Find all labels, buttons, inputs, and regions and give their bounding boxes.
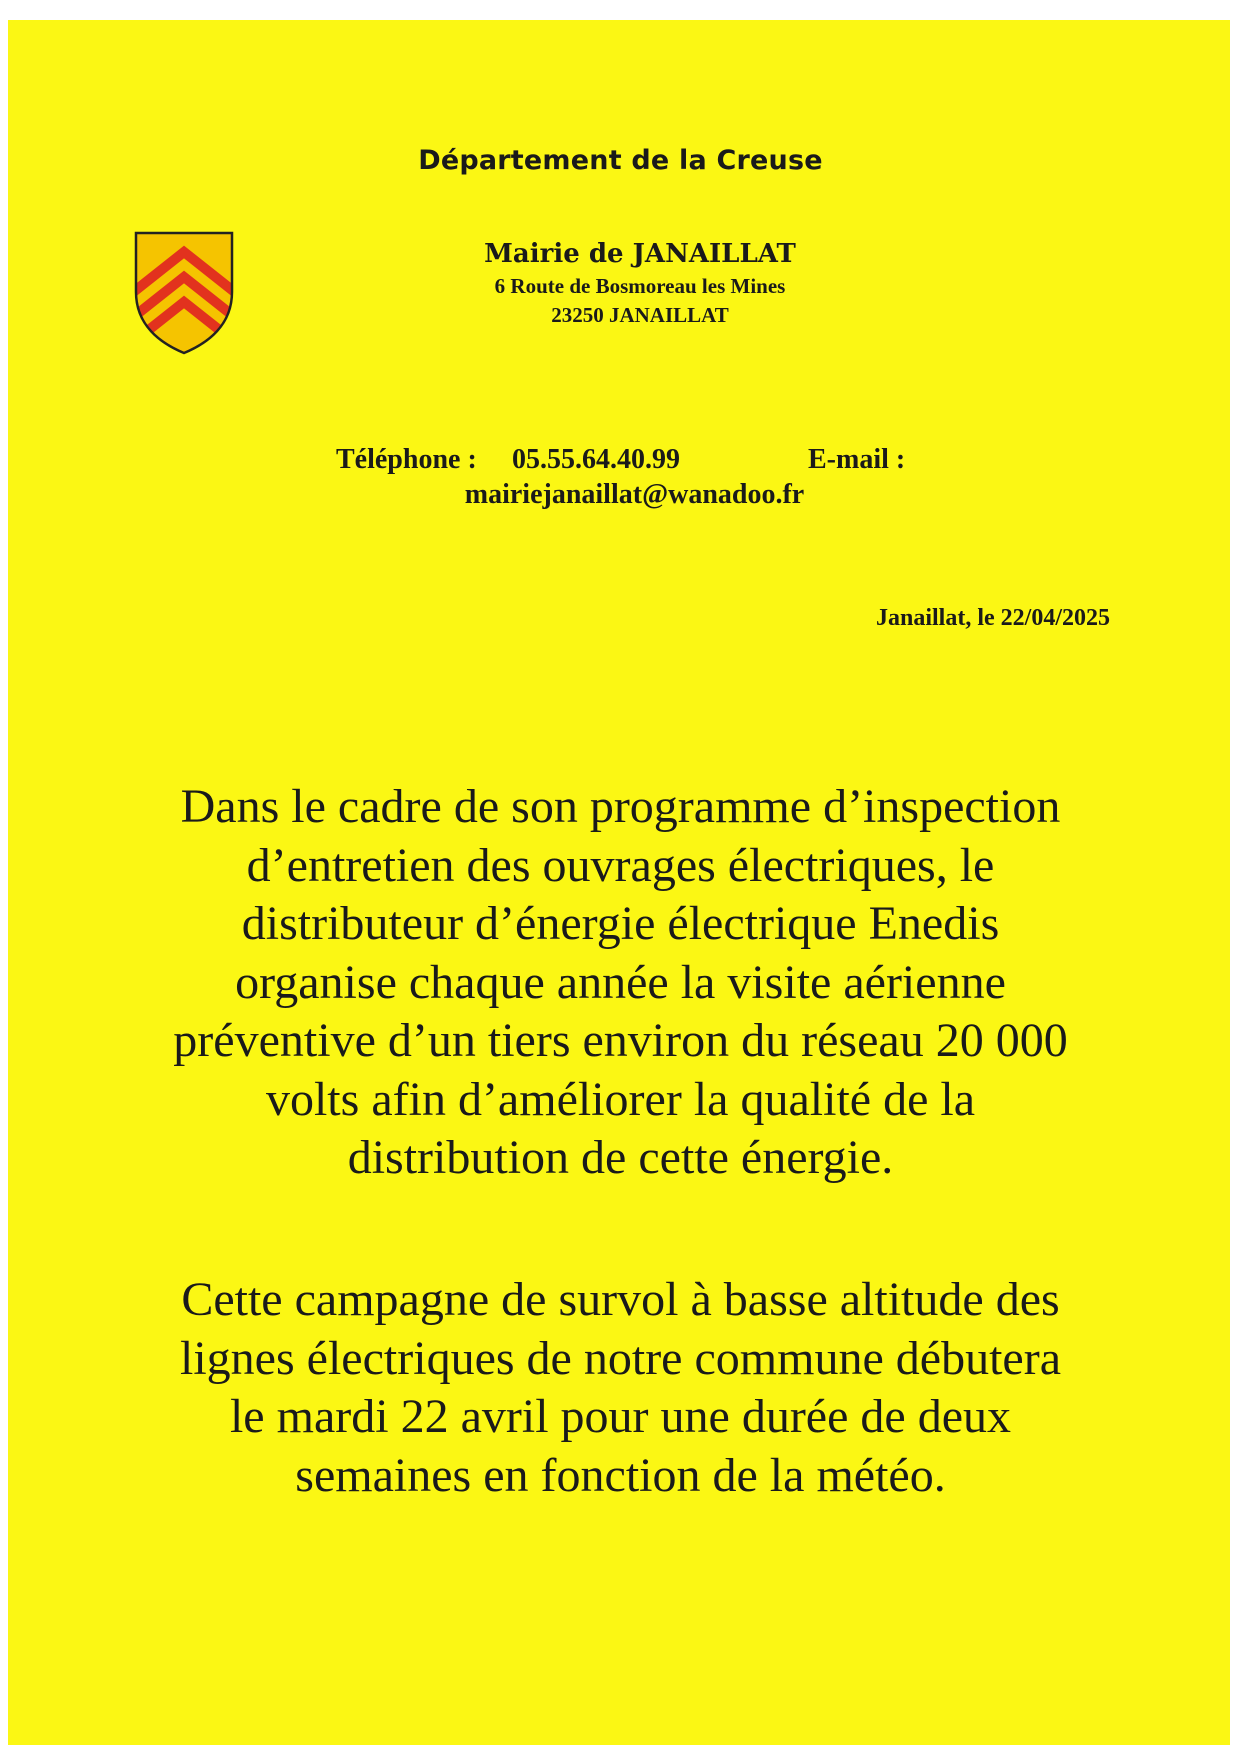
notice-paragraph-1 — [60, 778, 1181, 1188]
contact-block — [0, 442, 1241, 510]
mairie-name: Mairie de JANAILLAT — [484, 239, 796, 269]
mairie-block — [405, 236, 875, 330]
paragraph-line: lignes électriques de notre commune débutera — [180, 1331, 1061, 1385]
paragraph-line: préventive d’un tiers environ du réseau 20 000 — [173, 1014, 1068, 1067]
paragraph-line: semaines en fonction de la météo. — [295, 1448, 946, 1502]
address-line-1: 6 Route de Bosmoreau les Mines — [494, 274, 786, 298]
email-address: mairiejanaillat@wanadoo.fr — [464, 479, 805, 510]
notice-paragraph-2 — [60, 1271, 1181, 1505]
paragraph-line: le mardi 22 avril pour une durée de deux — [229, 1390, 1012, 1443]
phone-number: 05.55.64.40.99 — [512, 444, 680, 475]
paragraph-line: distribution de cette énergie. — [347, 1131, 894, 1184]
paragraph-line: volts afin d’améliorer la qualité de la — [265, 1072, 976, 1126]
department-title: Département de la Creuse — [418, 145, 823, 176]
coat-of-arms-icon — [133, 230, 235, 356]
date-line: Janaillat, le 22/04/2025 — [876, 605, 1110, 631]
email-label: E-mail : — [808, 444, 906, 475]
phone-label: Téléphone : — [336, 444, 477, 475]
paragraph-line: d’entretien des ouvrages électriques, le — [246, 838, 995, 892]
address-line-2: 23250 JANAILLAT — [551, 303, 729, 327]
paragraph-line: organise chaque année la visite aérienne — [235, 955, 1006, 1009]
paragraph-line: distributeur d’énergie électrique Enedis — [241, 897, 1000, 950]
paragraph-line: Dans le cadre de son programme d’inspection — [180, 780, 1061, 833]
paragraph-line: Cette campagne de survol à basse altitude des — [181, 1273, 1060, 1326]
